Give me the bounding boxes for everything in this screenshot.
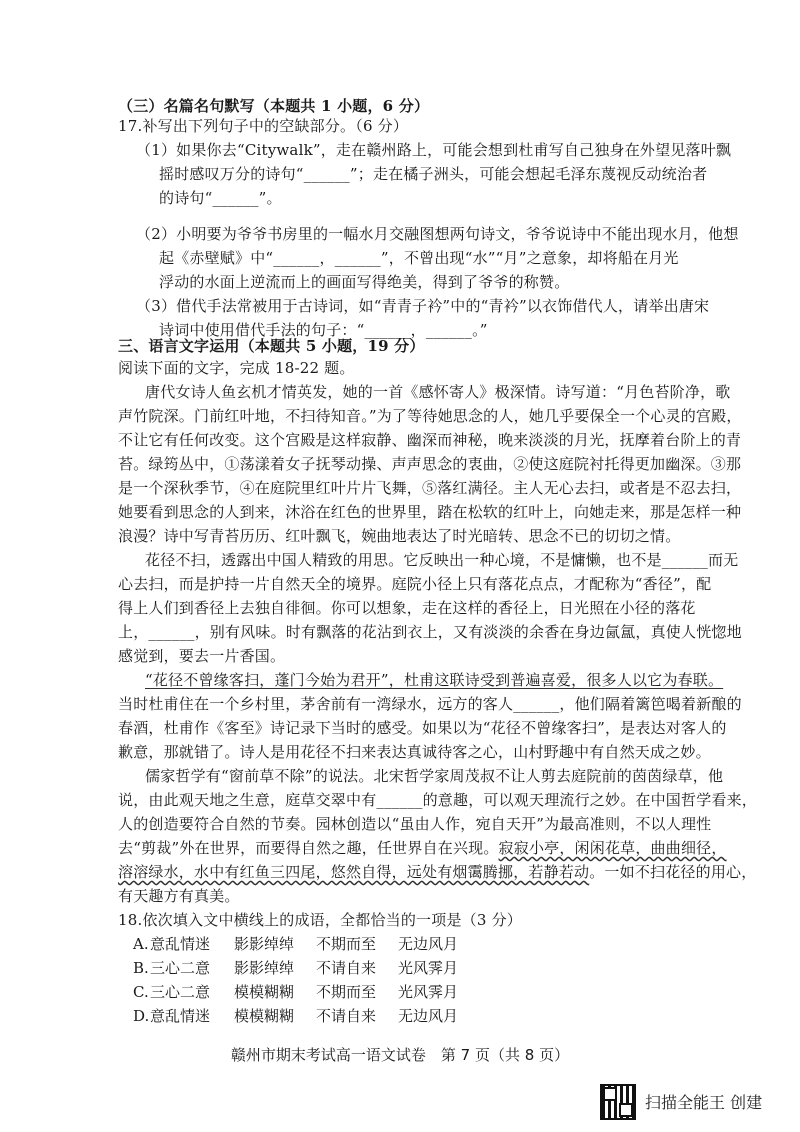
option-word: 模模糊糊 (234, 983, 295, 1001)
passage-p1-line: 唐代女诗人鱼玄机才情英发，她的一首《感怀寄人》极深情。诗写道：“月色苔阶净，歌 (145, 383, 731, 401)
passage-p3-underlined-line: “花径不曾缘客扫，蓬门今始为君开”，杜甫这联诗受到普遍喜爱，很多人以它为春联。 (145, 671, 724, 689)
passage-p2-line: 得上人们到香径上去独自徘徊。你可以想象，走在这样的香径上，日光照在小径的落花 (118, 599, 696, 617)
q17-part2-line1: （2）小明要为爷爷书房里的一幅水月交融图想两句诗文，爷爷说诗中不能出现水月，他想 (136, 225, 739, 243)
passage-p4-line: 有天趣方有真美。 (118, 887, 240, 905)
option-word: 意乱情迷 (150, 935, 211, 953)
passage-p2-line: 感觉到，要去一片香国。 (118, 647, 286, 665)
scanner-watermark: 扫描全能王 创建 (645, 1093, 763, 1112)
option-word: 不期而至 (316, 983, 377, 1001)
option-word: 无边风月 (398, 1007, 459, 1025)
option-word: 影影绰绰 (234, 959, 295, 977)
passage-p4-line: 人的创造要符合自然的节奏。园林创造以“虽由人作，宛自天开”为最高准则，不以人理性 (118, 815, 712, 833)
passage-p1-line: 声竹院深。门前红叶地，不扫待知音。”为了等待她思念的人，她几乎要保全一个心灵的宫殿， (118, 407, 742, 425)
passage-p4-line5-wavy: 溶溶绿水，水中有红鱼三四尾，悠然自得，远处有烟霭腾挪，若静若动 (118, 863, 590, 881)
q17-part3-line1: （3）借代手法常被用于古诗词，如“青青子衿”中的“青衿”以衣饰借代人，请举出唐宋 (136, 297, 710, 315)
passage-p3-line: 歉意，那就错了。诗人是用花径不扫来表达真诚待客之心，山村野趣中有自然天成之妙。 (118, 743, 711, 761)
option-word: 意乱情迷 (150, 1007, 211, 1025)
option-letter: B. (133, 959, 149, 977)
passage-p1-line: 她要看到思念的人到来，沐浴在红色的世界里，踏在松软的红叶上，向她走来，那是怎样一种 (118, 503, 742, 521)
q17-part2-line3: 浮动的水面上逆流而上的画面写得绝美，得到了爷爷的称赞。 (159, 273, 570, 291)
passage-p4-line4-plain: 去“剪裁”外在世界，而要得自然之趣，任世界自在兴现。 (118, 839, 499, 857)
section3-heading: （三）名篇名句默写（本题共 1 小题，6 分） (118, 97, 430, 115)
passage-p1-line: 是一个深秋季节，④在庭院里红叶片片飞舞，⑤落红满径。主人无心去扫，或者是不忍去扫， (118, 479, 742, 497)
passage-p1-line: 不让它有任何改变。这个宫殿是这样寂静、幽深而神秘，晚来淡淡的月光，抚摩着台阶上的青 (118, 431, 742, 449)
passage-p2-line: 花径不扫，透露出中国人精致的用思。它反映出一种心境，不是慵懒，也不是______而无 (145, 551, 739, 569)
passage-p1-line: 苔。绿筠丛中，①荡漾着女子抚琴动操、声声思念的衷曲，②使这庭院衬托得更加幽深。③那 (118, 455, 742, 473)
qr-code-icon (600, 1084, 636, 1120)
q17-stem: 17.补写出下列句子中的空缺部分。（6 分） (118, 117, 409, 135)
option-word: 光风霁月 (398, 983, 459, 1001)
passage-p4-line5-plain: 。一如不扫花径的用心， (589, 863, 757, 881)
option-word: 不请自来 (316, 959, 377, 977)
option-letter: C. (133, 983, 149, 1001)
q17-part3-line2: 诗词中使用借代手法的句子：“______，______。” (159, 321, 488, 339)
part3-heading: 三、语言文字运用（本题共 5 小题，19 分） (118, 337, 425, 355)
option-word: 三心二意 (150, 983, 211, 1001)
passage-p4-line5 (118, 862, 756, 882)
page-footer: 赣州市期末考试高一语文试卷 第 7 页（共 8 页） (230, 1046, 570, 1064)
option-word: 模模糊糊 (234, 1007, 295, 1025)
passage-p4-line: 儒家哲学有“窗前草不除”的说法。北宋哲学家周茂叔不让人剪去庭院前的茵茵绿草，他 (145, 767, 724, 785)
q17-part1-line2: 摇时感叹万分的诗句“______”；走在橘子洲头，可能会想起毛泽东蔑视反动统治者 (159, 165, 708, 183)
q17-part1-line3: 的诗句“______”。 (159, 189, 282, 207)
option-word: 三心二意 (150, 959, 211, 977)
option-word: 不期而至 (316, 935, 377, 953)
reading-intro: 阅读下面的文字，完成 18-22 题。 (118, 359, 355, 377)
q18-stem: 18.依次填入文中横线上的成语，全都恰当的一项是（3 分） (118, 911, 522, 929)
option-word: 光风霁月 (398, 959, 459, 977)
option-letter: A. (133, 935, 149, 953)
passage-p2-line: 心去扫，而是护持一片自然天全的境界。庭院小径上只有落花点点，才配称为“香径”，配 (118, 575, 712, 593)
passage-p4-line4 (118, 838, 727, 858)
option-word: 影影绰绰 (234, 935, 295, 953)
passage-p4-line: 说，由此观天地之生意，庭草交翠中有______的意趣，可以观天理流行之妙。在中国哲学看来， (118, 791, 758, 809)
option-letter: D. (133, 1007, 150, 1025)
passage-p1-line: 浪漫？诗中写青苔历历、红叶飘飞，婉曲地表达了时光暗转、思念不已的切切之情。 (118, 527, 681, 545)
passage-p4-line4-wavy: 寂寂小亭，闲闲花草，曲曲细径， (498, 839, 727, 857)
option-word: 无边风月 (398, 935, 459, 953)
q17-part2-line2: 起《赤壁赋》中“______，______”，不曾出现“水”“月”之意象，却将船在月光 (159, 249, 679, 267)
option-word: 不请自来 (316, 1007, 377, 1025)
passage-p3-line: 当时杜甫住在一个乡村里，茅舍前有一湾绿水，远方的客人______，他们隔着篱笆喝着新酿的 (118, 695, 742, 713)
passage-p3-line: 春酒，杜甫作《客至》诗记录下当时的感受。如果以为“花径不曾缘客扫”，是表达对客人的 (118, 719, 727, 737)
q17-part1-line1: （1）如果你去“Citywalk”，走在赣州路上，可能会想到杜甫写自己独身在外望见落叶飘 (136, 141, 732, 159)
passage-p2-line: 上，______，别有风味。时有飘落的花沾到衣上，又有淡淡的余香在身边氤氲，真使人恍惚地 (118, 623, 742, 641)
